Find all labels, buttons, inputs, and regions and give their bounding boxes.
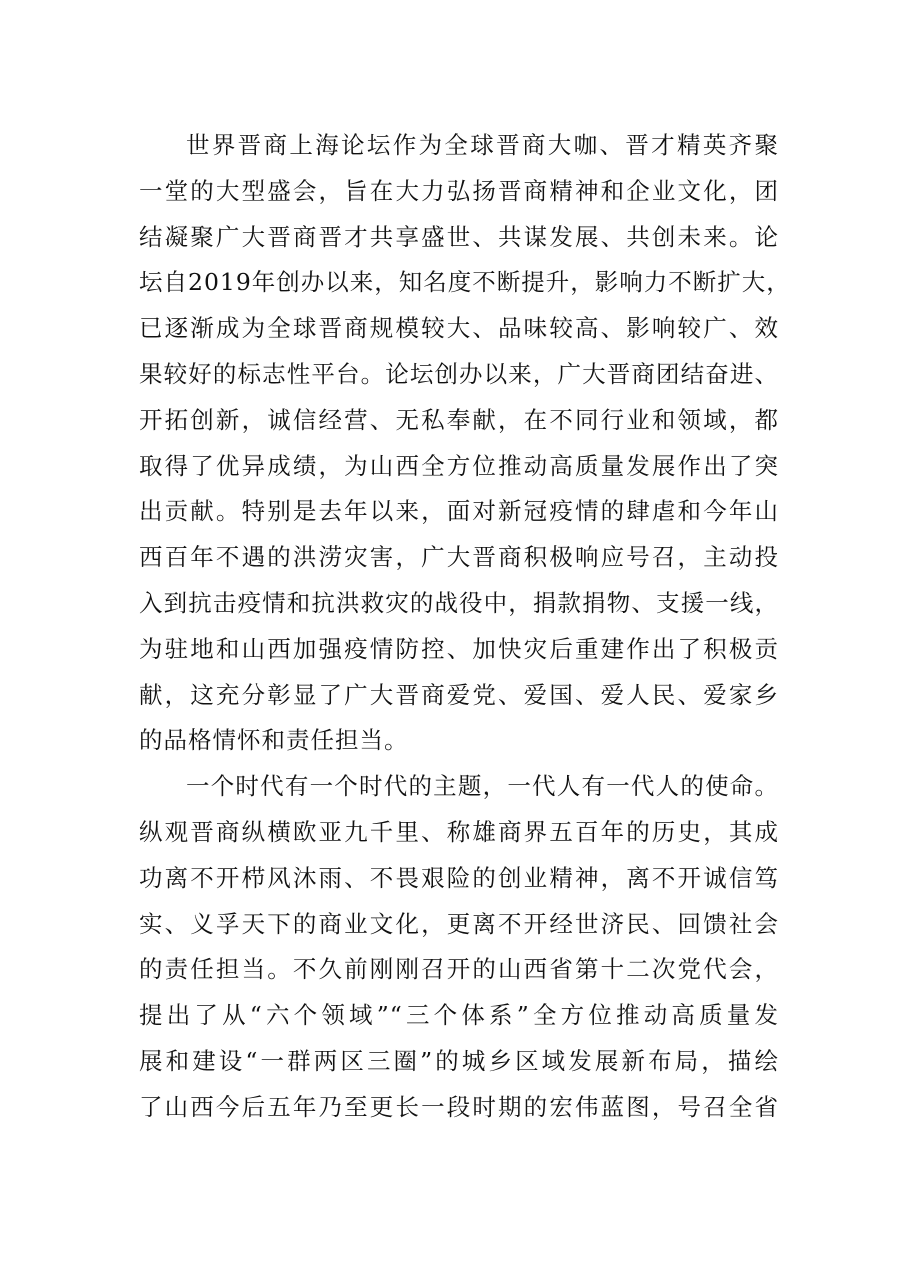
text-line: 开拓创新，诚信经营、无私奉献，在不同行业和领域，都 — [139, 405, 779, 434]
text-line: 功离不开栉风沐雨、不畏艰险的创业精神，离不开诚信笃 — [139, 863, 779, 892]
text-line: 已逐渐成为全球晋商规模较大、品味较高、影响较广、效 — [139, 314, 779, 343]
text-line: 的品格情怀和责任担当。 — [139, 726, 409, 755]
text-line: 取得了优异成绩，为山西全方位推动高质量发展作出了突 — [139, 451, 779, 480]
text-line: 提出了从“六个领域”“三个体系”全方位推动高质量发 — [139, 1001, 779, 1030]
text-line: 一个时代有一个时代的主题，一代人有一代人的使命。 — [186, 772, 779, 801]
text-line: 坛自2019年创办以来，知名度不断提升，影响力不断扩大， — [139, 268, 791, 297]
text-line: 果较好的标志性平台。论坛创办以来，广大晋商团结奋进、 — [139, 359, 779, 388]
text-line: 一堂的大型盛会，旨在大力弘扬晋商精神和企业文化，团 — [139, 176, 779, 205]
text-line: 世界晋商上海论坛作为全球晋商大咖、晋才精英齐聚 — [186, 131, 779, 159]
text-line: 纵观晋商纵横欧亚九千里、称雄商界五百年的历史，其成 — [139, 817, 779, 846]
text-line: 的责任担当。不久前刚刚召开的山西省第十二次党代会， — [139, 955, 779, 984]
text-line: 了山西今后五年乃至更长一段时期的宏伟蓝图，号召全省 — [139, 1092, 779, 1121]
text-line: 结凝聚广大晋商晋才共享盛世、共谋发展、共创未来。论 — [139, 222, 779, 251]
text-line: 入到抗击疫情和抗洪救灾的战役中，捐款捐物、支援一线， — [139, 588, 779, 617]
text-line: 展和建设“一群两区三圈”的城乡区域发展新布局，描绘 — [139, 1046, 779, 1075]
text-line: 出贡献。特别是去年以来，面对新冠疫情的肆虐和今年山 — [139, 497, 779, 526]
paragraph-1 — [139, 123, 791, 764]
text-line: 为驻地和山西加强疫情防控、加快灾后重建作出了积极贡 — [139, 634, 779, 663]
text-line: 实、义孚天下的商业文化，更离不开经世济民、回馈社会 — [139, 909, 779, 938]
body-text — [139, 123, 791, 1131]
paragraph-2 — [139, 764, 779, 1130]
text-line: 献，这充分彰显了广大晋商爱党、爱国、爱人民、爱家乡 — [139, 680, 779, 709]
text-line: 西百年不遇的洪涝灾害，广大晋商积极响应号召，主动投 — [139, 543, 779, 572]
